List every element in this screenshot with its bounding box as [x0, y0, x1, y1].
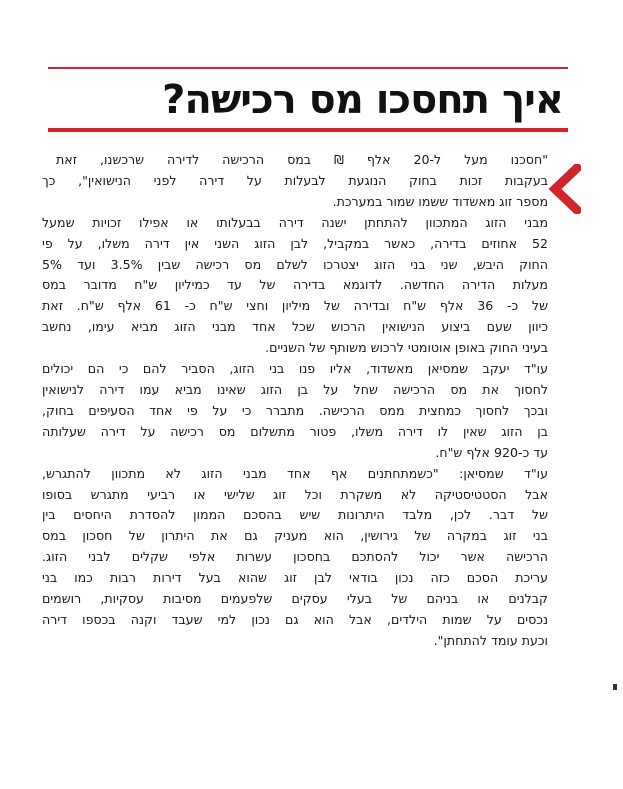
body-line: לחסוך את מס הרכישה שחל על בן הזוג שאינו מביא עמו דירה לנישואין	[42, 381, 548, 397]
body-line: בעקבות זכות בחוק הנוגעת לבעלות על דירה לפני הנישואין", כך	[42, 172, 548, 188]
body-line: בני זוג במקרה של גירושין, הוא מעניק גם את היתרון של חסכון במס	[42, 528, 548, 544]
top-rule	[48, 67, 568, 69]
body-line: מבני הזוג המתכוון להתחתן ישנה דירה בבעלותו או אפילו זכויות שמעל	[42, 214, 548, 230]
chevron-left-icon[interactable]	[547, 164, 581, 214]
body-line: כיוון שעם ביצוע הנישואין הרכוש שכל אחד מבני הזוג מביא עימו, נחשב	[42, 319, 548, 335]
body-line: וכעת עומד להתחתן".	[433, 632, 548, 648]
body-line: 52 אחוזים בדירה, כאשר במקביל, לבן הזוג השני אין דירה משלו, על פי	[42, 235, 548, 251]
body-line: עריכת הסכם כזה נכון בודאי לבן זוג שהוא בעל דירות רבות כמו בני	[42, 570, 548, 586]
body-line: הרכישה אשר יכול להסתכם בחסכון עשרות אלפי שקלים לבני הזוג.	[42, 549, 548, 565]
body-line: החוק היבש, שני בני הזוג יצטרכו לשלם מס רכישה שבין 3.5% ועד 5%	[42, 256, 548, 272]
body-line: "חסכנו מעל ל-20 אלף ₪ במס הרכישה לדירה שרכשנו, זאת	[56, 152, 548, 167]
body-line: של דבר. לכן, מלבד היתרונות שיש בהסכם הממון להסדרת היחסים בין	[42, 507, 548, 523]
margin-mark	[613, 684, 617, 690]
article-headline: איך תחסכו מס רכישה?	[162, 77, 563, 123]
body-line: מספר זוג מאשדוד ששמו שמור במערכת.	[332, 193, 548, 209]
body-line: אבל הסטטיסטיקה לא משקרת וכל זוג שלישי או רביעי מתגרש בסופו	[42, 486, 548, 502]
body-line: עו"ד שמסיאן: "כשמתחתנים אף אחד מבני הזוג לא מתכוון להתגרש,	[42, 465, 548, 481]
body-line: מעלות הדירה החדשה. לדוגמא בדירה של עד כמיליון ש"ח מדובר במס	[42, 277, 548, 293]
body-line: של כ- 36 אלף ש"ח ובדירה של מיליון וחצי ש"ח כ- 61 אלף ש"ח. זאת	[42, 298, 548, 314]
body-line: עד כ-920 אלף ש"ח.	[435, 444, 548, 460]
body-line: עו"ד יעקב שמסיאן מאשדוד, אליו פנו בני הזוג, הסביר להם כי הם יכולים	[42, 361, 548, 377]
body-line: קבלנים או בניהם של בעלי עסקים שלפעמים מסיבות עסקיות, רושמים	[42, 591, 548, 607]
article-body	[42, 150, 548, 652]
body-line: בעיני החוק באופן אוטומטי לרכוש משותף של השניים.	[265, 340, 548, 356]
body-line: בן הזוג שאין לו דירה משלו, פטור מתשלום מס רכישה על דירה שעלותה	[42, 423, 548, 439]
body-line: נכסים על שמות הילדים, אבל הוא גם נכון למי שעבד וקנה בכספו דירה	[42, 611, 548, 627]
headline-underline	[48, 128, 568, 132]
body-line: ובכך לחסוך כמחצית ממס הרכישה. מתברר כי על פי אחד הסעיפים בחוק,	[42, 402, 548, 418]
